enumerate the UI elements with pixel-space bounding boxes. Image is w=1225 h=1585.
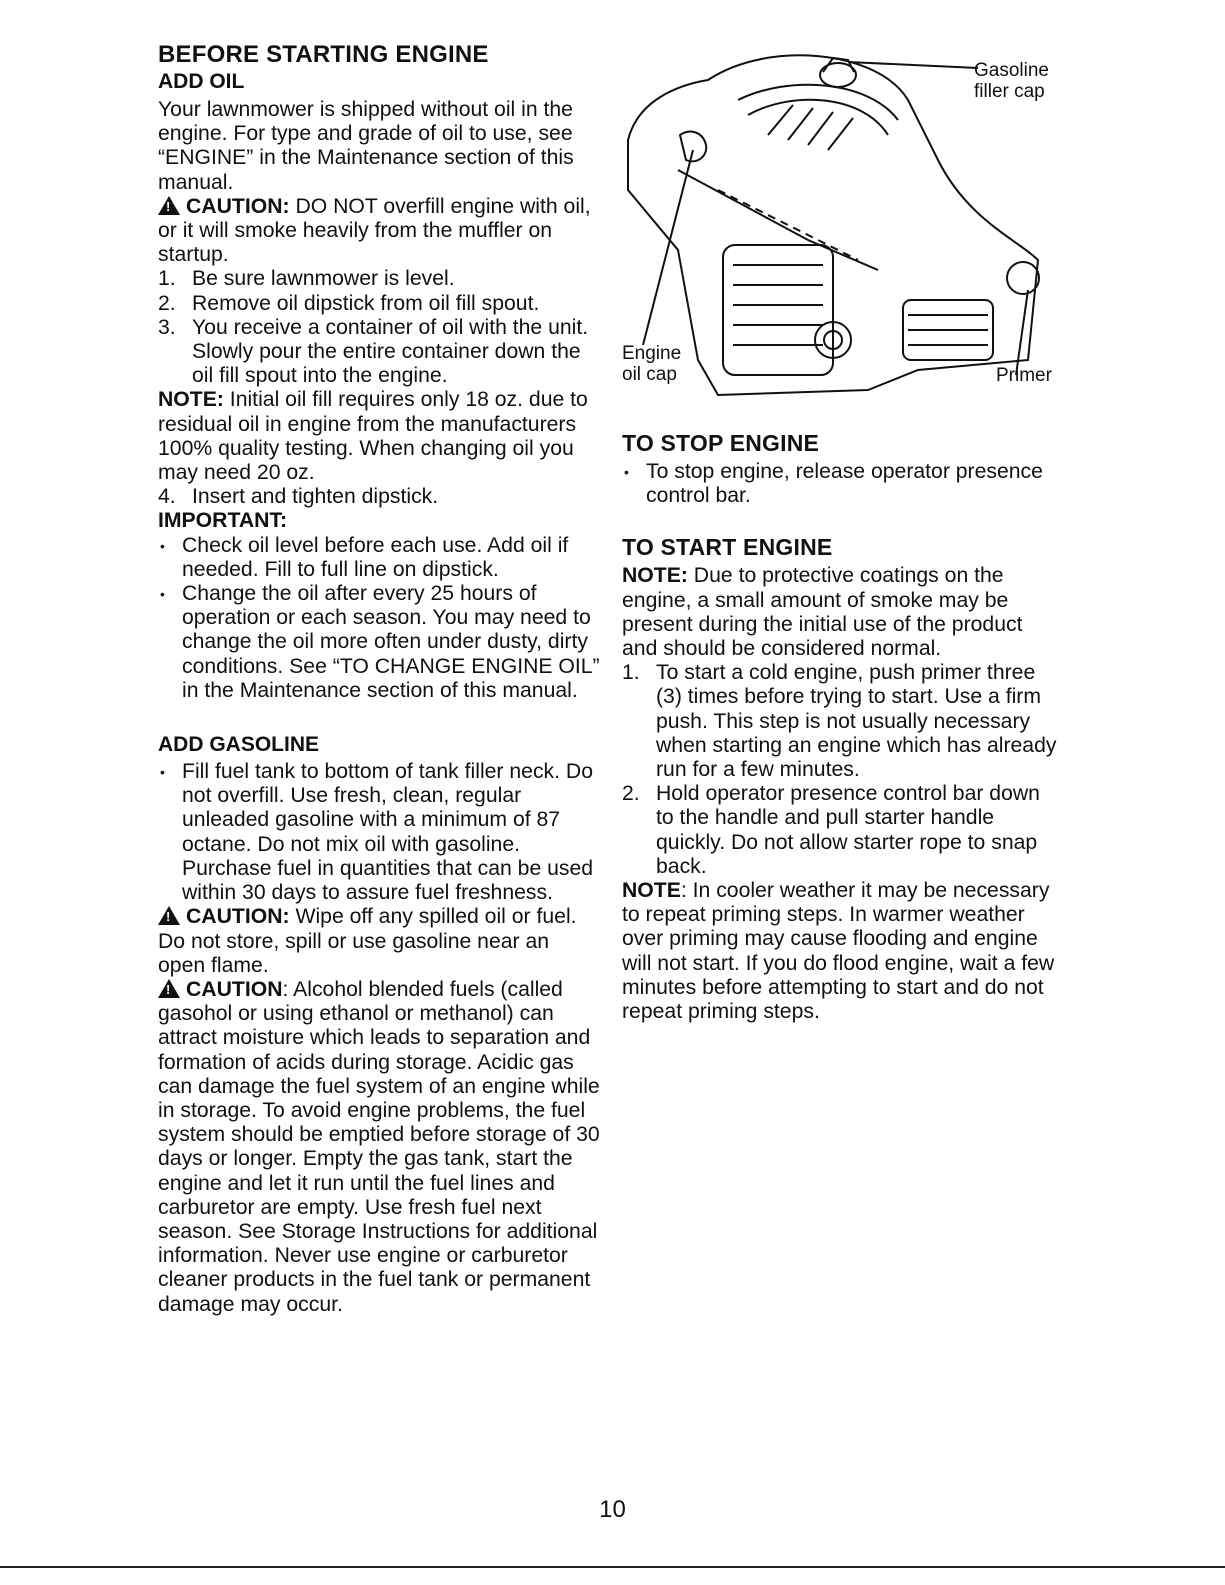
bullet-dot: • <box>160 586 165 603</box>
engine-oil-cap-label <box>622 343 681 385</box>
caution-text: DO NOT overfill engine with oil, or it will smoke heavily from the muffler on startup. <box>158 194 591 267</box>
oil-step-4 <box>158 485 600 509</box>
start-engine-title: TO START ENGINE <box>622 534 833 561</box>
left-column <box>158 42 600 1317</box>
add-oil-intro: Your lawnmower is shipped without oil in the engine. For type and grade of oil to use, see “ENGINE” in the Maintenance section of this manual. <box>158 98 574 194</box>
important-bullet-2 <box>158 582 600 703</box>
step-text: Insert and tighten dipstick. <box>192 485 439 509</box>
gasoline-caution-2 <box>158 978 600 1317</box>
step-number: 1. <box>158 267 176 291</box>
bullet-dot: • <box>160 537 165 554</box>
oil-caution <box>158 195 600 268</box>
warning-icon <box>158 196 180 215</box>
bullet-text: To stop engine, release operator presence control bar. <box>646 460 1043 508</box>
important-bullet-1 <box>158 534 600 582</box>
gasoline-caution-1 <box>158 905 600 978</box>
page-heading: BEFORE STARTING ENGINE <box>158 41 489 68</box>
bullet-dot: • <box>160 764 165 781</box>
caution-text: Wipe off any spilled oil or fuel. Do not store, spill or use gasoline near an open flame. <box>158 905 577 977</box>
start-step-2 <box>622 782 1062 879</box>
bullet-dot: • <box>624 464 629 480</box>
stop-engine-bullet <box>622 460 1062 508</box>
bottom-rule <box>0 1566 1225 1568</box>
note-text: Due to protective coatings on the engine, a small amount of smoke may be present during the initial use of the product and should be considered normal. <box>622 564 1023 661</box>
caution-label: CAUTION <box>186 977 283 1001</box>
start-note-2 <box>622 879 1062 1024</box>
start-note <box>622 564 1062 661</box>
note-text: Initial oil fill requires only 18 oz. due to residual oil in engine from the manufacturers 100% quality testing. When changing oil you may need 20 oz. <box>158 388 588 485</box>
oil-step-3 <box>158 316 600 389</box>
step-number: 2. <box>622 782 640 806</box>
important-label: IMPORTANT: <box>158 509 288 533</box>
bullet-text: Fill fuel tank to bottom of tank filler neck. Do not overfill. Use fresh, clean, regular unleaded gasoline with a minimum of 87 octane. Do not mix oil with gasoline. Purchase fuel in quantities that can be used within 30 days to assure fuel freshness. <box>182 760 594 905</box>
warning-icon <box>158 979 180 998</box>
step-text: To start a cold engine, push primer three (3) times before trying to start. Use a firm push. This step is not usually necessary when starting an engine which has already run for a few minutes. <box>656 661 1057 782</box>
caution-label: CAUTION: <box>186 905 290 929</box>
gasoline-bullet <box>158 760 600 905</box>
caution-label: CAUTION: <box>186 194 290 218</box>
label-line: Gasoline <box>974 60 1049 81</box>
bullet-text: Change the oil after every 25 hours of operation or each season. You may need to change the oil more often under dusty, dirty conditions. See “TO CHANGE ENGINE OIL” in the Maintenance section of this manual. <box>182 582 600 702</box>
oil-step-2 <box>158 292 600 316</box>
caution-text: : Alcohol blended fuels (called gasohol or using ethanol or methanol) can attract moisture which leads to separation and formation of acids during storage. Acidic gas can damage the fuel system of an engine while in storage. To avoid engine problems, the fuel system should be emptied before storage of 30 days or longer. Empty the gas tank, start the engine and let it run until the fuel lines and carburetor are empty. Use fresh fuel next season. See Storage Instructions for additional information. Never use engine or carburetor cleaner products in the fuel tank or permanent damage may occur. <box>158 977 600 1316</box>
step-number: 1. <box>622 661 640 685</box>
note-label: NOTE: <box>622 564 688 588</box>
warning-icon <box>158 906 180 925</box>
step-text: Hold operator presence control bar down to the handle and pull starter handle quickly. Do not allow starter rope to snap back. <box>656 782 1040 878</box>
label-line: Engine <box>622 343 682 364</box>
label-line: filler cap <box>974 81 1045 102</box>
note-label: NOTE: <box>158 388 224 412</box>
step-number: 4. <box>158 485 176 509</box>
right-column <box>622 430 1062 1024</box>
step-number: 2. <box>158 291 176 315</box>
note-label: NOTE <box>622 879 681 903</box>
step-text: Be sure lawnmower is level. <box>192 267 455 291</box>
label-line: oil cap <box>622 364 677 385</box>
add-gasoline-title: ADD GASOLINE <box>158 733 320 757</box>
oil-note <box>158 388 600 485</box>
stop-engine-title: TO STOP ENGINE <box>622 430 820 456</box>
note-text: : In cooler weather it may be necessary to repeat priming steps. In warmer weather over priming may cause flooding and engine will not start. If you do flood engine, wait a few minutes before attempting to start and do not repeat priming steps. <box>622 879 1055 1024</box>
add-oil-title: ADD OIL <box>158 70 245 93</box>
step-text: You receive a container of oil with the unit. Slowly pour the entire container down the oil fill spout into the engine. <box>192 315 589 388</box>
start-step-1 <box>622 661 1062 782</box>
step-text: Remove oil dipstick from oil fill spout. <box>192 291 540 315</box>
oil-step-1 <box>158 267 600 291</box>
step-number: 3. <box>158 315 176 339</box>
primer-label: Primer <box>996 365 1052 386</box>
engine-illustration <box>618 40 1068 410</box>
gasoline-filler-cap-label <box>974 60 1049 102</box>
page-number: 10 <box>599 1496 626 1523</box>
bullet-text: Check oil level before each use. Add oil if needed. Fill to full line on dipstick. <box>182 533 569 581</box>
